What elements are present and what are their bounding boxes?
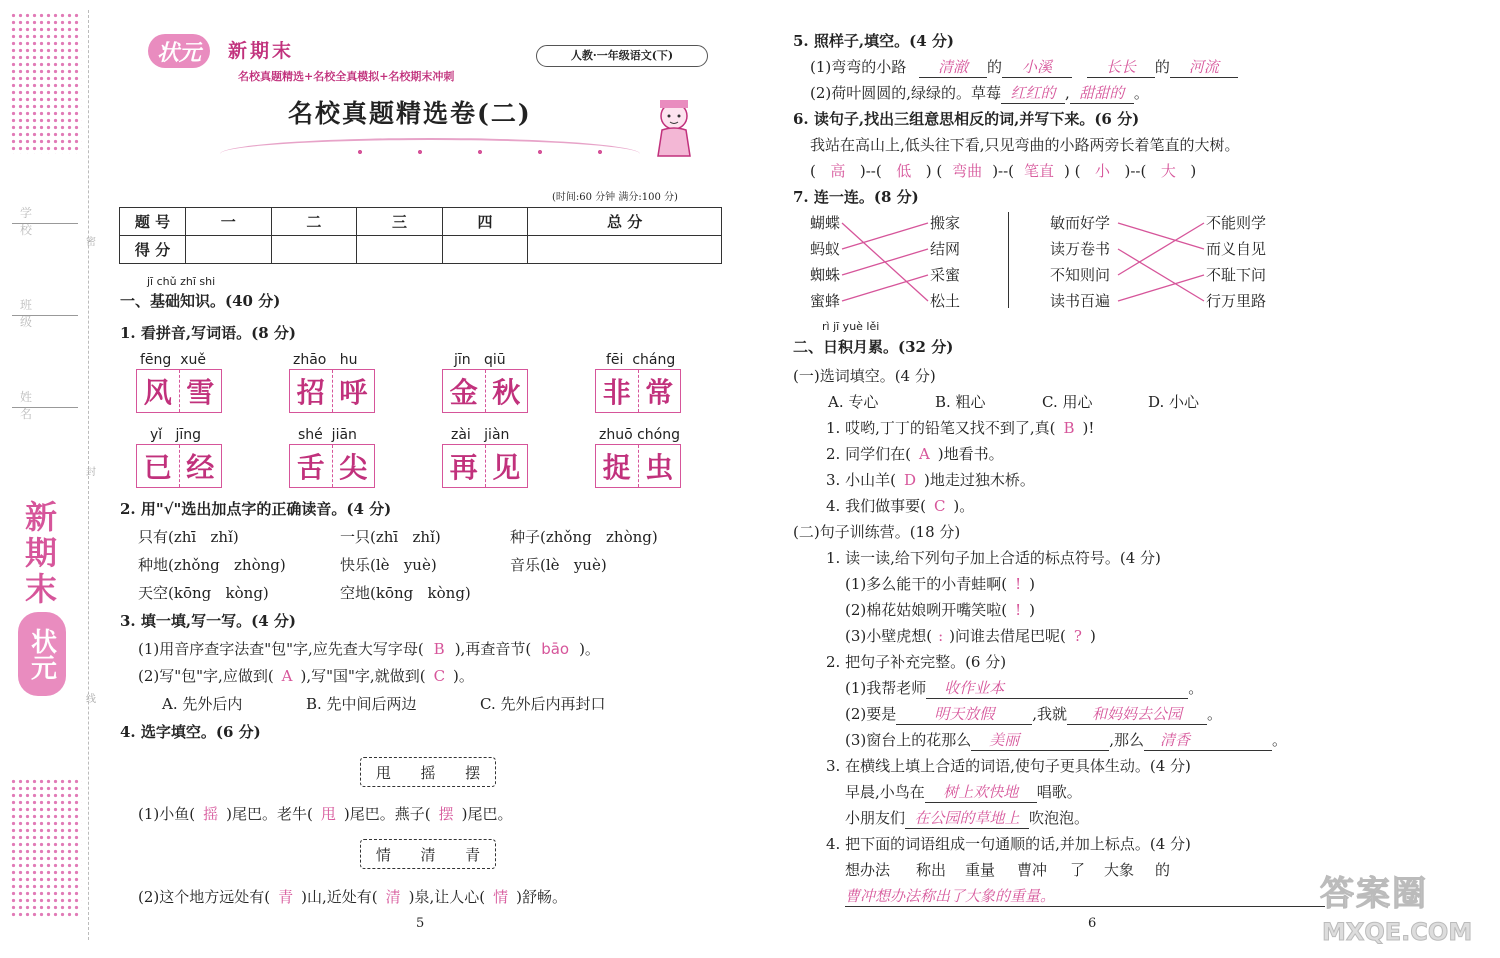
q2-item: 快乐(lè yuè) [340,556,437,574]
match-line [842,275,928,301]
text: 1. 哎哟,丁丁的铅笔又找不到了,真( [826,419,1056,437]
fill-item [826,443,1004,464]
text: )尾巴。 [461,805,513,823]
p2-line2 [845,703,1222,725]
score-header: 二 [271,208,357,236]
text: 的 [987,58,1003,76]
char-box [595,444,681,488]
sub2-title: (二)句子训练营。(18 分) [793,523,961,541]
text: (2)写"包"字,应做到( [138,667,274,685]
page-number-right: 6 [1088,916,1097,931]
char-box [442,369,528,413]
char-box [289,369,375,413]
text: 3. 小山羊( [826,471,896,489]
pinyin: zài jiàn [451,427,510,443]
choice: 情 [375,845,391,864]
answer: A [281,667,293,685]
p1-item [845,599,1035,620]
text: (2)要是 [845,705,897,723]
answer: B [433,640,445,658]
text: (1)我帮老师 [845,679,927,697]
answer-blank: 甜甜的 [1070,82,1134,104]
char-box [595,369,681,413]
watermark-url: MXQE.COM [1322,918,1473,946]
p2-title: 2. 把句子补充完整。(6 分) [826,653,1007,671]
text: (2)荷叶圆圆的,绿绿的。草莓 [810,84,1002,102]
word-choice-box-1 [360,757,496,787]
text: 2. 同学们在( [826,445,911,463]
q2-item: 一只(zhī zhǐ) [340,528,441,546]
q2-item: 天空(kōng kòng) [138,584,269,602]
page-number-left: 5 [416,916,425,931]
text: ) [1029,601,1035,619]
char: 风 [137,370,180,412]
match-line [842,223,928,249]
p4-word: 了 [1070,861,1086,879]
text: 。 [1133,84,1149,102]
section2-pinyin: rì jī yuè lěi [822,320,880,333]
text: )! [1082,419,1095,437]
p4-word: 的 [1155,861,1171,879]
text: ) [1089,627,1096,645]
q2-item: 空地(kōng kòng) [340,584,471,602]
option: A. 专心 [828,393,879,411]
char: 招 [290,370,333,412]
answer: 大 [1160,162,1176,180]
p4-word: 大象 [1104,861,1135,879]
p1-item [845,625,1096,646]
text: ),写"国"字,就做到( [300,667,426,685]
char-box [442,444,528,488]
pinyin: shé jiān [298,427,357,443]
watermark-logo: 答案圈 [1320,874,1428,914]
pinyin: jīn qiū [454,352,506,368]
char: 尖 [339,451,368,484]
text: ,我就 [1032,705,1068,723]
answer-blank: 红红的 [1001,82,1065,104]
fill-item [826,417,1094,438]
option: B. 粗心 [935,393,986,411]
p4-word: 重量 [965,861,996,879]
choice: 摇 [420,763,436,782]
answer: C [433,667,446,685]
answer-blank: 河流 [1170,56,1238,78]
answer: ! [1015,601,1022,619]
q6-title: 6. 读句子,找出三组意思相反的词,并写下来。(6 分) [793,110,1140,128]
answer: B [1063,419,1075,437]
answer: bāo [541,640,570,658]
pinyin: fēi cháng [606,352,676,368]
p4-word: 称出 [916,861,947,879]
answer-blank: 美丽 [971,729,1109,751]
match-left-item: 蚂蚁 [810,240,841,258]
match-left-item: 蜘蛛 [810,266,841,284]
time-note: (时间:60 分钟 满分:100 分) [552,192,678,203]
text: (3)小壁虎想( [845,627,933,645]
bottom-left-dot-pattern [10,778,82,918]
char: 见 [492,451,521,484]
match-right-item: 松土 [930,292,961,310]
answer-blank: 树上欢快地 [925,781,1037,803]
pinyin: zhāo hu [293,352,358,368]
series-title: 新期末 [228,40,295,62]
answer-blank: 清香 [1144,729,1272,751]
match-right-item: 采蜜 [930,266,961,284]
side-label-name: 姓名 [12,388,78,408]
char: 虫 [645,451,674,484]
match-right-item: 搬家 [930,214,961,232]
match-left-item: 敏而好学 [1050,214,1111,232]
text: ,那么 [1109,731,1145,749]
match-left-item: 读万卷书 [1050,240,1111,258]
char: 经 [186,451,215,484]
text: )尾巴。老牛( [226,805,313,823]
section1-pinyin: jī chǔ zhī shi [147,275,216,288]
p3-line2 [845,807,1089,829]
text: 。 [1207,705,1223,723]
text: )。 [579,640,600,658]
q2-item: 音乐(lè yuè) [510,556,607,574]
vertical-series-title: 新期末 [20,500,58,608]
score-header: 题 号 [120,208,186,236]
q3-line1 [138,638,600,659]
answer: 摆 [438,805,454,823]
section1-title: 一、基础知识。(40 分) [120,292,281,310]
side-label-class: 班级 [12,296,78,316]
text: )舒畅。 [516,888,567,906]
text: 。 [1272,731,1288,749]
char: 常 [645,376,674,409]
answer: 情 [493,888,509,906]
match-right-item: 不耻下问 [1206,266,1267,284]
answer: 青 [278,888,294,906]
match-lines [0,0,1500,320]
text: ) [1029,575,1035,593]
option: D. 小心 [1148,393,1200,411]
char: 捉 [596,445,639,487]
q3-line2 [138,665,474,686]
choice: 摆 [465,763,481,782]
answer: ! [1015,575,1022,593]
match-line [1118,275,1204,301]
text: )尾巴。燕子( [343,805,431,823]
p1-title: 1. 读一读,给下列句子加上合适的标点符号。(4 分) [826,549,1161,567]
score-header: 总 分 [528,208,722,236]
char-box [136,444,222,488]
text: (3)窗台上的花那么 [845,731,972,749]
text: )。 [453,667,474,685]
score-row-label: 得 分 [120,236,186,264]
q1-title: 1. 看拼音,写词语。(8 分) [120,324,296,342]
text: (2)棉花姑娘咧开嘴笑啦( [845,601,1008,619]
q4-sentence-1 [138,803,512,824]
q7-title: 7. 连一连。(8 分) [793,188,919,206]
grade-tag: 人教·一年级语文(下) [536,45,708,67]
choice: 甩 [375,763,391,782]
cut-mark: 密 [86,237,96,248]
match-left-item: 读书百遍 [1050,292,1111,310]
answer-blank: 和妈妈去公园 [1067,703,1207,725]
char: 金 [443,370,486,412]
choice: 青 [465,845,481,864]
q2-item: 只有(zhī zhǐ) [138,528,239,546]
answer-blank: 收作业本 [926,677,1188,699]
answer-blank: 清澈 [919,56,987,78]
slogan: 名校真题精选+名校全真模拟+名校期末冲刺 [238,70,455,83]
option: C. 用心 [1042,393,1093,411]
answer: A [918,445,930,463]
text: (1)用音序查字法查"包"字,应先查大写字母( [138,640,424,658]
text: )地看书。 [937,445,1004,463]
text: 唱歌。 [1036,783,1082,801]
p2-line3 [845,729,1287,751]
answer-blank: 明天放假 [896,703,1032,725]
answer: 摇 [203,805,219,823]
text: 。 [1188,679,1204,697]
vertical-logo [18,612,66,696]
match-line [1118,223,1204,275]
q3-title: 3. 填一填,写一写。(4 分) [120,612,296,630]
match-left-item: 不知则问 [1050,266,1111,284]
logo-text: 状元 [156,39,201,66]
fill-item [826,495,974,516]
match-line [1118,249,1204,301]
char: 秋 [492,376,521,409]
char: 再 [443,445,486,487]
score-header: 三 [357,208,443,236]
answer: 低 [896,162,912,180]
match-right-item: 行万里路 [1206,292,1267,310]
text: (1)多么能干的小青蛙啊( [845,575,1008,593]
char: 已 [137,445,180,487]
pinyin: zhuō chóng [599,427,681,443]
answer: D [903,471,916,489]
q4-sentence-2 [138,886,567,907]
answer: 小 [1095,162,1111,180]
text: )问谁去借尾巴呢( [949,627,1066,645]
answer-blank: 长长 [1087,56,1155,78]
q3-option: C. 先外后内再封口 [480,695,606,713]
match-right-item: 不能则学 [1206,214,1267,232]
char-box [136,369,222,413]
p4-title: 4. 把下面的词语组成一句通顺的话,并加上标点。(4 分) [826,835,1191,853]
match-right-item: 结网 [930,240,961,258]
answer: 笔直 [1024,162,1055,180]
answer: 弯曲 [952,162,983,180]
p3-line1 [845,781,1082,803]
cut-mark: 线 [86,694,96,705]
q2-title: 2. 用"√"选出加点字的正确读音。(4 分) [120,500,392,518]
char: 舌 [290,445,333,487]
text: , [1065,84,1070,102]
q6-sentence: 我站在高山上,低头往下看,只见弯曲的小路两旁长着笔直的大树。 [810,136,1240,154]
q3-option: B. 先中间后两边 [306,695,417,713]
text: (1)弯弯的小路 [810,58,907,76]
section2-title: 二、日积月累。(32 分) [793,338,954,356]
text: ),再查音节( [454,640,532,658]
text: )。 [953,497,975,515]
q2-item: 种子(zhǒng zhòng) [510,528,658,546]
text: )地走过独木桥。 [923,471,1035,489]
match-line [842,249,928,275]
p4-word: 想办法 [845,861,891,879]
word-choice-box-2 [360,839,496,869]
text: 小朋友们 [845,809,906,827]
answer: C [933,497,946,515]
side-label-school: 学校 [12,204,78,224]
p2-line1 [845,677,1203,699]
char: 雪 [186,376,215,409]
answer: : [938,627,944,645]
match-left-item: 蝴蝶 [810,214,841,232]
text: 吹泡泡。 [1029,809,1090,827]
char-box [289,444,375,488]
text: )泉,让人心( [408,888,486,906]
match-left-item: 蜜蜂 [810,292,841,310]
text: 4. 我们做事要( [826,497,926,515]
answer: 甩 [320,805,336,823]
choice: 清 [420,845,436,864]
answer-blank: 小溪 [1002,56,1072,78]
score-header: 一 [186,208,272,236]
p3-title: 3. 在横线上填上合适的词语,使句子更具体生动。(4 分) [826,757,1191,775]
q2-item: 种地(zhǒng zhòng) [138,556,286,574]
char: 呼 [339,376,368,409]
answer-blank: 在公园的草地上 [905,807,1029,829]
fill-item [826,469,1035,490]
sub1-title: (一)选词填空。(4 分) [793,367,936,385]
answer: ? [1073,627,1082,645]
text: )山,近处有( [301,888,378,906]
text: (2)这个地方远处有( [138,888,271,906]
pinyin: fēng xuě [140,352,206,368]
p1-item [845,573,1035,594]
q4-title: 4. 选字填空。(6 分) [120,723,261,741]
vertical-logo-text: 状元 [26,628,57,680]
q6-pairs: ( 高 )--( 低 ) ( 弯曲 )--( 笔直 ) ( 小 )--( 大 ) [810,162,1197,180]
match-right-item: 而义自见 [1206,240,1267,258]
answer: 高 [830,162,846,180]
text: 早晨,小鸟在 [845,783,925,801]
q5-title: 5. 照样子,填空。(4 分) [793,32,954,50]
score-header: 四 [442,208,528,236]
char: 非 [596,370,639,412]
p4-word: 曹冲 [1017,861,1048,879]
text: (1)小鱼( [138,805,196,823]
cut-mark: 封 [86,467,96,478]
paper-title: 名校真题精选卷(二) [288,99,532,128]
answer-blank: 曹冲想办法称出了大象的重量。 [845,885,1325,907]
p4-answer [845,885,1325,907]
text: 的 [1154,58,1170,76]
q3-option: A. 先外后内 [162,695,243,713]
answer: 清 [385,888,401,906]
pinyin: yǐ jīng [150,427,202,443]
match-line [1118,223,1204,249]
